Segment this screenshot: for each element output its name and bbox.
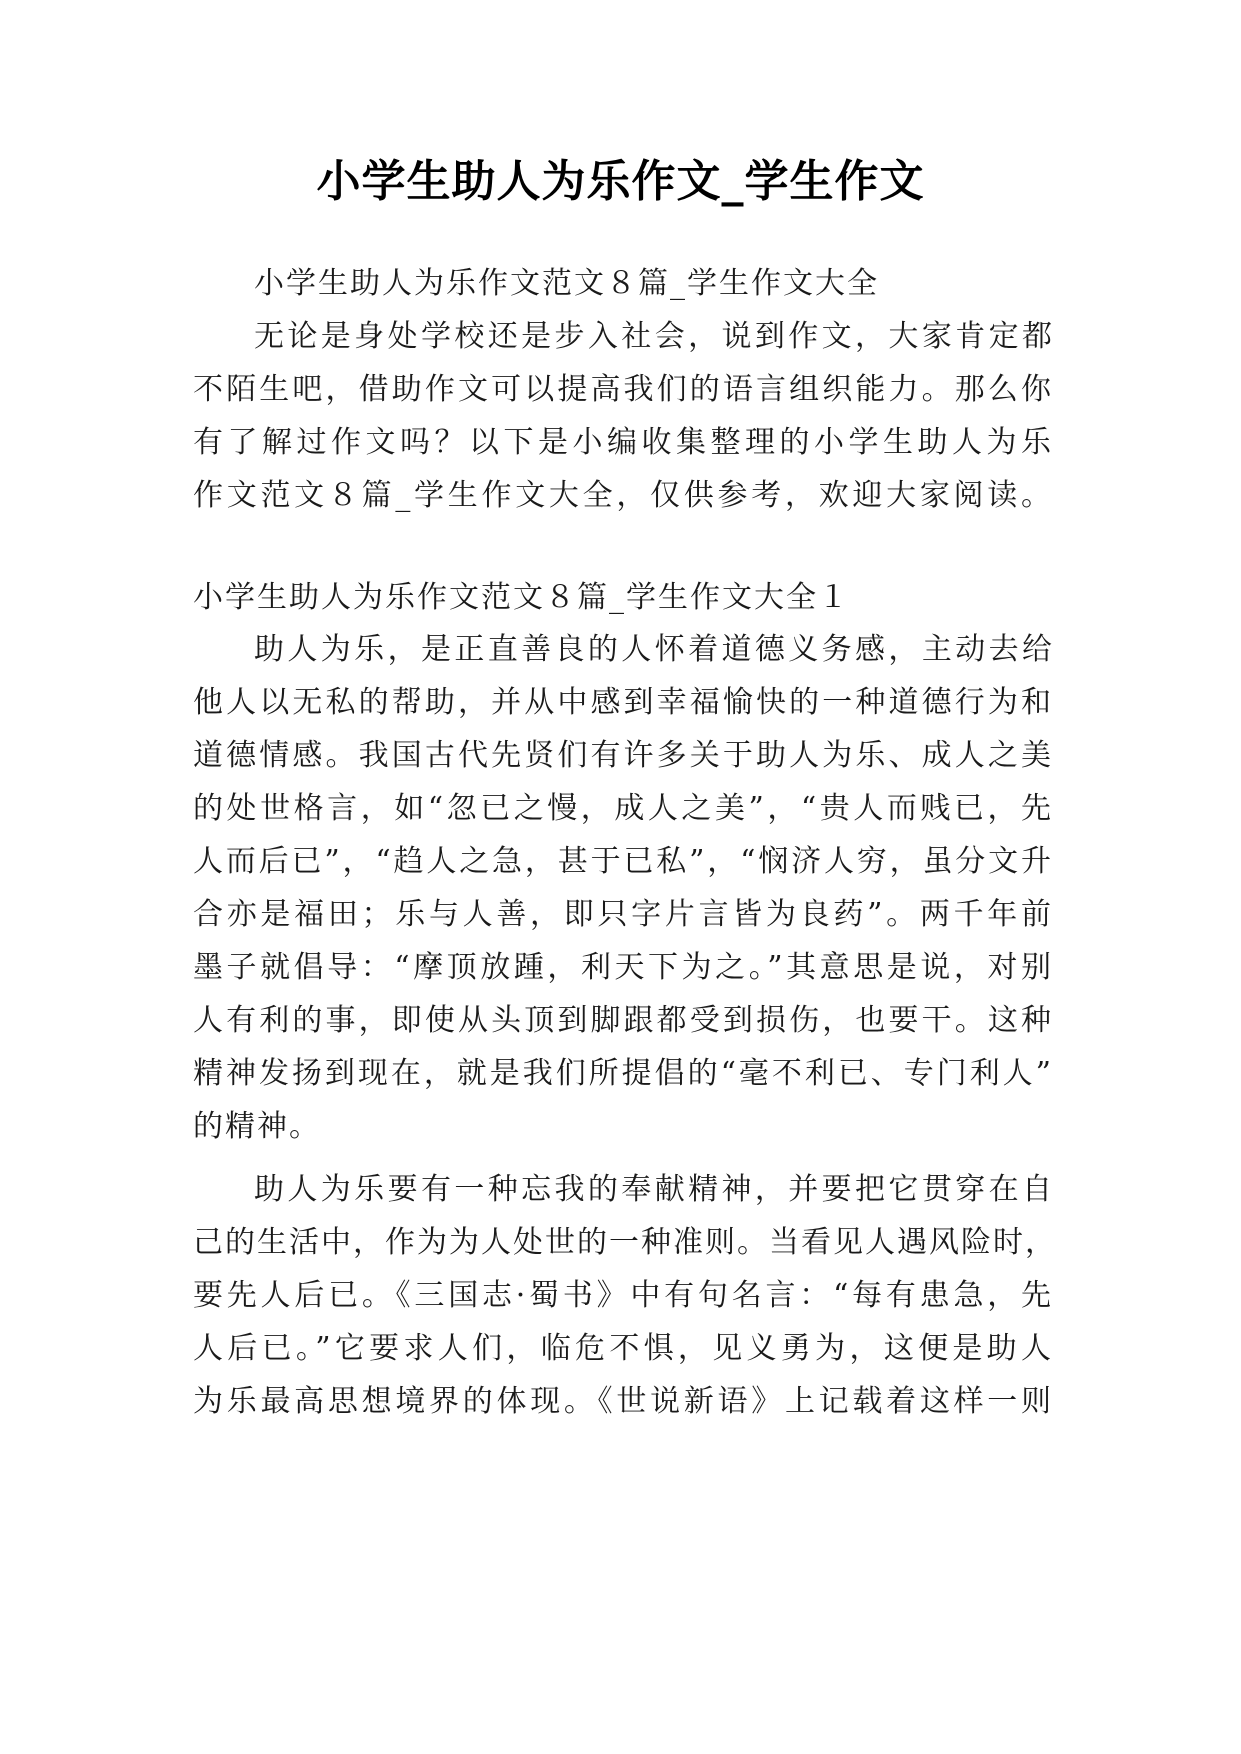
paragraph1-line-9: 精神发扬到现在，就是我们所提倡的“毫不利已、专门利人” <box>193 1056 1053 1091</box>
paragraph2-line-4: 人后已。”它要求人们，临危不惧，见义勇为，这便是助人 <box>193 1331 1053 1366</box>
intro-line-4: 作文范文８篇_学生作文大全，仅供参考，欢迎大家阅读。 <box>193 478 1053 513</box>
intro-line-3: 有了解过作文吗？以下是小编收集整理的小学生助人为乐 <box>193 425 1053 460</box>
paragraph1-line-2: 他人以无私的帮助，并从中感到幸福愉快的一种道德行为和 <box>193 685 1053 720</box>
paragraph2-line-1: 助人为乐要有一种忘我的奉献精神，并要把它贯穿在自 <box>254 1172 1054 1207</box>
paragraph1-line-4: 的处世格言，如“忽已之慢，成人之美”，“贵人而贱已，先 <box>193 791 1053 826</box>
paragraph2-line-3: 要先人后已。《三国志·蜀书》中有句名言：“每有患急，先 <box>193 1278 1053 1313</box>
paragraph1-line-3: 道德情感。我国古代先贤们有许多关于助人为乐、成人之美 <box>193 738 1053 773</box>
paragraph2-line-5: 为乐最高思想境界的体现。《世说新语》上记载着这样一则 <box>193 1384 1053 1419</box>
paragraph1-line-10: 的精神。 <box>193 1109 321 1144</box>
intro-line-2: 不陌生吧，借助作文可以提高我们的语言组织能力。那么你 <box>193 372 1053 407</box>
section-heading: 小学生助人为乐作文范文８篇_学生作文大全１ <box>193 580 850 615</box>
paragraph1-line-7: 墨子就倡导：“摩顶放踵，利天下为之。”其意思是说，对别 <box>193 950 1053 985</box>
paragraph1-line-5: 人而后已”，“趋人之急，甚于已私”，“悯济人穷，虽分文升 <box>193 844 1053 879</box>
document-title: 小学生助人为乐作文_学生作文 <box>316 156 925 207</box>
paragraph1-line-8: 人有利的事，即使从头顶到脚跟都受到损伤，也要干。这种 <box>193 1003 1053 1038</box>
paragraph1-line-6: 合亦是福田；乐与人善，即只字片言皆为良药”。两千年前 <box>193 897 1053 932</box>
subtitle: 小学生助人为乐作文范文８篇_学生作文大全 <box>254 266 879 301</box>
paragraph1-line-1: 助人为乐，是正直善良的人怀着道德义务感，主动去给 <box>254 632 1054 667</box>
intro-line-1: 无论是身处学校还是步入社会，说到作文，大家肯定都 <box>254 319 1054 354</box>
paragraph2-line-2: 己的生活中，作为为人处世的一种准则。当看见人遇风险时， <box>193 1225 1057 1260</box>
